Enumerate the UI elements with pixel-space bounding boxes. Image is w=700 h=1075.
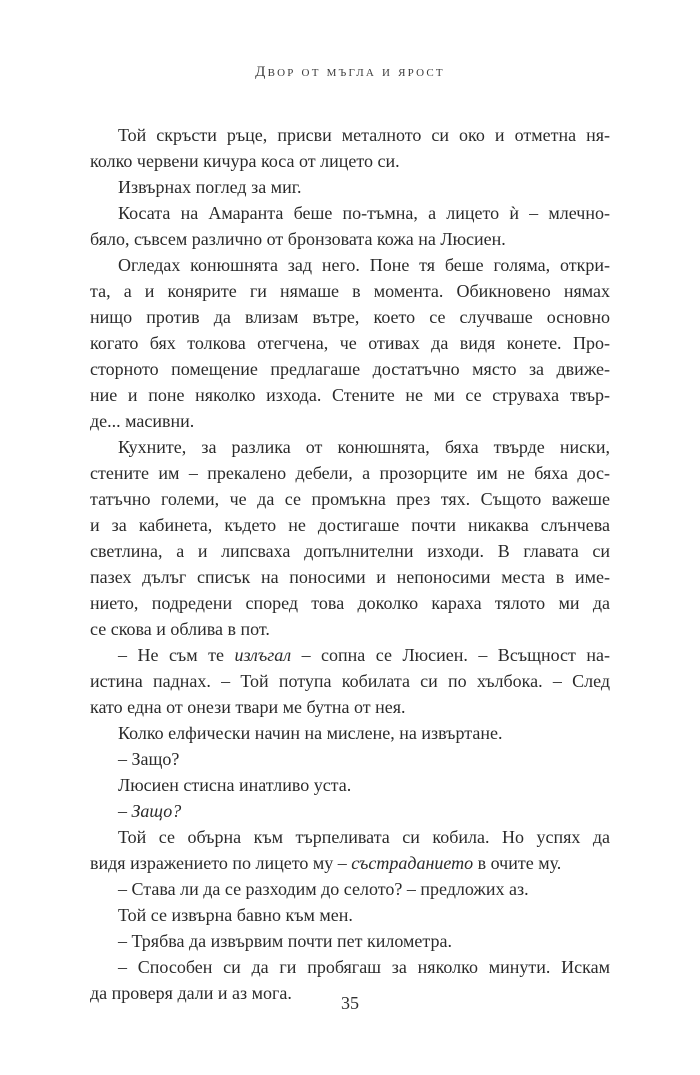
text-line bbox=[90, 226, 610, 252]
text-line bbox=[90, 486, 610, 512]
text-run: сторното помещение предлагаше достатъчно място за движе- bbox=[90, 359, 610, 379]
text-line bbox=[90, 512, 610, 538]
text-run: Люсиен стисна инатливо уста. bbox=[118, 775, 352, 795]
text-line bbox=[90, 538, 610, 564]
text-run: де... масивни. bbox=[90, 411, 195, 431]
text-line bbox=[90, 408, 610, 434]
text-run: – сопна се Люсиен. – Всъщност на- bbox=[291, 645, 611, 665]
text-run: бяло, съвсем различно от бронзовата кожа на Люсиен. bbox=[90, 229, 506, 249]
text-line bbox=[90, 616, 610, 642]
text-line bbox=[90, 460, 610, 486]
text-run: в очите му. bbox=[473, 853, 562, 873]
text-line bbox=[90, 850, 610, 876]
text-line bbox=[90, 590, 610, 616]
italic-text-run: Защо? bbox=[131, 801, 182, 821]
text-line bbox=[90, 902, 610, 928]
text-line bbox=[90, 694, 610, 720]
running-head-title: Двор от мъгла и ярост bbox=[255, 64, 445, 80]
text-line bbox=[90, 876, 610, 902]
text-run: когато бях толкова отегчена, че отивах да видя конете. Про- bbox=[90, 333, 610, 353]
text-run: като една от онези твари ме бутна от нея. bbox=[90, 697, 406, 717]
page-number: 35 bbox=[341, 993, 359, 1013]
text-run: истина паднах. – Той потупа кобилата си по хълбока. – След bbox=[90, 671, 610, 691]
text-line bbox=[90, 668, 610, 694]
text-run: и за кабинета, където не достигаше почти никаква слънчева bbox=[90, 515, 610, 535]
text-line bbox=[90, 330, 610, 356]
italic-text-run: излъгал bbox=[234, 645, 292, 665]
body-text bbox=[90, 122, 610, 1006]
italic-text-run: състраданието bbox=[351, 853, 474, 873]
text-line bbox=[90, 252, 610, 278]
text-line bbox=[90, 174, 610, 200]
text-run: Кухните, за разлика от конюшнята, бяха твърде ниски, bbox=[118, 437, 610, 457]
text-run: ние и поне няколко изхода. Стените не ми се струваха твър- bbox=[90, 385, 610, 405]
text-run: нието, подредени според това доколко караха тялото ми да bbox=[90, 593, 610, 613]
text-line bbox=[90, 278, 610, 304]
text-run: колко червени кичура коса от лицето си. bbox=[90, 151, 400, 171]
text-run: – Способен си да ги пробягаш за няколко минути. Искам bbox=[118, 957, 610, 977]
text-run: та, а и конярите ги нямаше в момента. Обикновено нямах bbox=[90, 281, 610, 301]
text-run: Той скръсти ръце, присви металното си око и отметна ня- bbox=[118, 125, 610, 145]
text-run: – Не съм те bbox=[118, 645, 235, 665]
text-line bbox=[90, 122, 610, 148]
text-run: Колко елфически начин на мислене, на извъртане. bbox=[118, 723, 503, 743]
text-run: стените им – прекалено дебели, а прозорците им не бяха дос- bbox=[90, 463, 610, 483]
text-run: – Защо? bbox=[118, 749, 180, 769]
text-run: да проверя дали и аз мога. bbox=[90, 983, 292, 1003]
text-run: се скова и облива в пот. bbox=[90, 619, 270, 639]
text-run: Косата на Амаранта беше по-тъмна, а лицето ѝ – млечно- bbox=[118, 203, 610, 223]
text-line bbox=[90, 824, 610, 850]
text-line bbox=[90, 148, 610, 174]
text-run: видя изражението по лицето му – bbox=[90, 853, 352, 873]
text-line bbox=[90, 954, 610, 980]
text-line bbox=[90, 356, 610, 382]
text-line bbox=[90, 772, 610, 798]
text-line bbox=[90, 434, 610, 460]
text-run: пазех дълъг списък на поносими и непоносими места в име- bbox=[90, 567, 610, 587]
text-line bbox=[90, 304, 610, 330]
text-line bbox=[90, 200, 610, 226]
text-run: татъчно големи, че да се промъкна през тях. Същото важеше bbox=[90, 489, 610, 509]
text-line bbox=[90, 382, 610, 408]
text-line bbox=[90, 746, 610, 772]
text-run: – bbox=[118, 801, 132, 821]
text-line bbox=[90, 798, 610, 824]
text-run: Извърнах поглед за миг. bbox=[118, 177, 302, 197]
text-run: Огледах конюшнята зад него. Поне тя беше голяма, откри- bbox=[118, 255, 610, 275]
text-run: светлина, а и липсваха допълнителни изходи. В главата си bbox=[90, 541, 610, 561]
text-line bbox=[90, 720, 610, 746]
text-run: – Трябва да извървим почти пет километра. bbox=[118, 931, 452, 951]
text-run: Той се обърна към търпеливата си кобила. Но успях да bbox=[118, 827, 610, 847]
text-line bbox=[90, 564, 610, 590]
text-line bbox=[90, 642, 610, 668]
text-run: – Става ли да се разходим до селото? – предложих аз. bbox=[118, 879, 529, 899]
text-line bbox=[90, 928, 610, 954]
text-run: Той се извърна бавно към мен. bbox=[118, 905, 353, 925]
text-run: нищо против да влизам вътре, което се случваше основно bbox=[90, 307, 610, 327]
